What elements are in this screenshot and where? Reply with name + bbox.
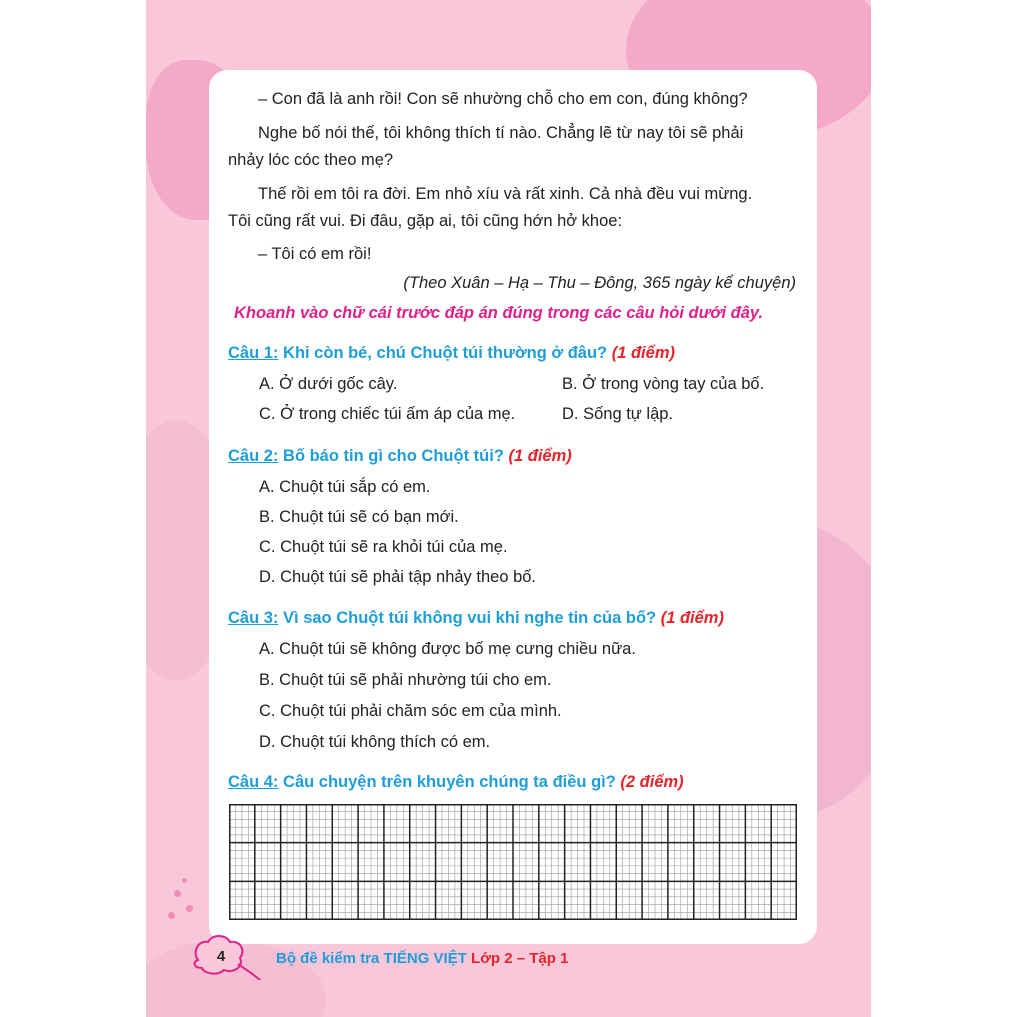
option-3c[interactable]: C. Chuột túi phải chăm sóc em của mình.: [259, 702, 562, 720]
decor-dot: [168, 912, 175, 919]
question-label: Câu 3:: [228, 609, 279, 627]
option-1b[interactable]: B. Ở trong vòng tay của bố.: [562, 375, 765, 393]
writing-grid[interactable]: [229, 804, 797, 920]
passage-line: Nghe bố nói thế, tôi không thích tí nào. Chẳng lẽ từ nay tôi sẽ phải: [258, 124, 744, 142]
footer-title-main: Bộ đề kiểm tra TIẾNG VIỆT: [276, 950, 467, 967]
question-points: (1 điểm): [503, 447, 572, 465]
question-label: Câu 2:: [228, 447, 279, 465]
question-points: (1 điểm): [656, 609, 724, 627]
question-label: Câu 1:: [228, 344, 279, 362]
option-2b[interactable]: B. Chuột túi sẽ có bạn mới.: [259, 508, 459, 526]
option-3b[interactable]: B. Chuột túi sẽ phải nhường túi cho em.: [259, 671, 552, 689]
question-text: Bố báo tin gì cho Chuột túi?: [278, 447, 504, 465]
option-2c[interactable]: C. Chuột túi sẽ ra khỏi túi của mẹ.: [259, 538, 508, 556]
option-1d[interactable]: D. Sống tự lập.: [562, 405, 674, 423]
question-3: [228, 609, 724, 628]
question-points: (1 điểm): [607, 344, 675, 362]
question-1: [228, 344, 675, 363]
decor-dot: [182, 878, 187, 883]
passage-line: – Tôi có em rồi!: [258, 245, 372, 263]
option-2d[interactable]: D. Chuột túi sẽ phải tập nhảy theo bố.: [259, 568, 537, 586]
question-text: Vì sao Chuột túi không vui khi nghe tin của bố?: [278, 609, 657, 627]
option-1a[interactable]: A. Ở dưới gốc cây.: [259, 375, 398, 393]
option-3a[interactable]: A. Chuột túi sẽ không được bố mẹ cưng chiều nữa.: [259, 640, 636, 658]
passage-line: – Con đã là anh rồi! Con sẽ nhường chỗ cho em con, đúng không?: [258, 90, 748, 108]
passage-line: Thế rồi em tôi ra đời. Em nhỏ xíu và rất xinh. Cả nhà đều vui mừng.: [258, 185, 753, 203]
passage-line: Tôi cũng rất vui. Đi đâu, gặp ai, tôi cũng hớn hở khoe:: [228, 212, 623, 230]
question-label: Câu 4:: [228, 773, 279, 791]
question-text: Câu chuyện trên khuyên chúng ta điều gì?: [278, 773, 616, 791]
footer-title: [276, 950, 568, 967]
decor-dot: [174, 890, 181, 897]
option-1c[interactable]: C. Ở trong chiếc túi ấm áp của mẹ.: [259, 405, 516, 423]
instruction: Khoanh vào chữ cái trước đáp án đúng trong các câu hỏi dưới đây.: [234, 304, 764, 322]
option-3d[interactable]: D. Chuột túi không thích có em.: [259, 733, 491, 751]
decor-dot: [186, 905, 193, 912]
footer-title-grade: Lớp 2 – Tập 1: [466, 950, 569, 967]
passage-source: (Theo Xuân – Hạ – Thu – Đông, 365 ngày kể chuyện): [403, 274, 796, 292]
question-4: [228, 773, 684, 792]
page-number-badge: [188, 930, 268, 980]
question-2: [228, 447, 572, 466]
passage-line: nhảy lóc cóc theo mẹ?: [228, 151, 394, 169]
option-2a[interactable]: A. Chuột túi sắp có em.: [259, 478, 431, 496]
page-number: 4: [216, 948, 226, 965]
question-text: Khi còn bé, chú Chuột túi thường ở đâu?: [278, 344, 608, 362]
question-points: (2 điểm): [615, 773, 684, 791]
